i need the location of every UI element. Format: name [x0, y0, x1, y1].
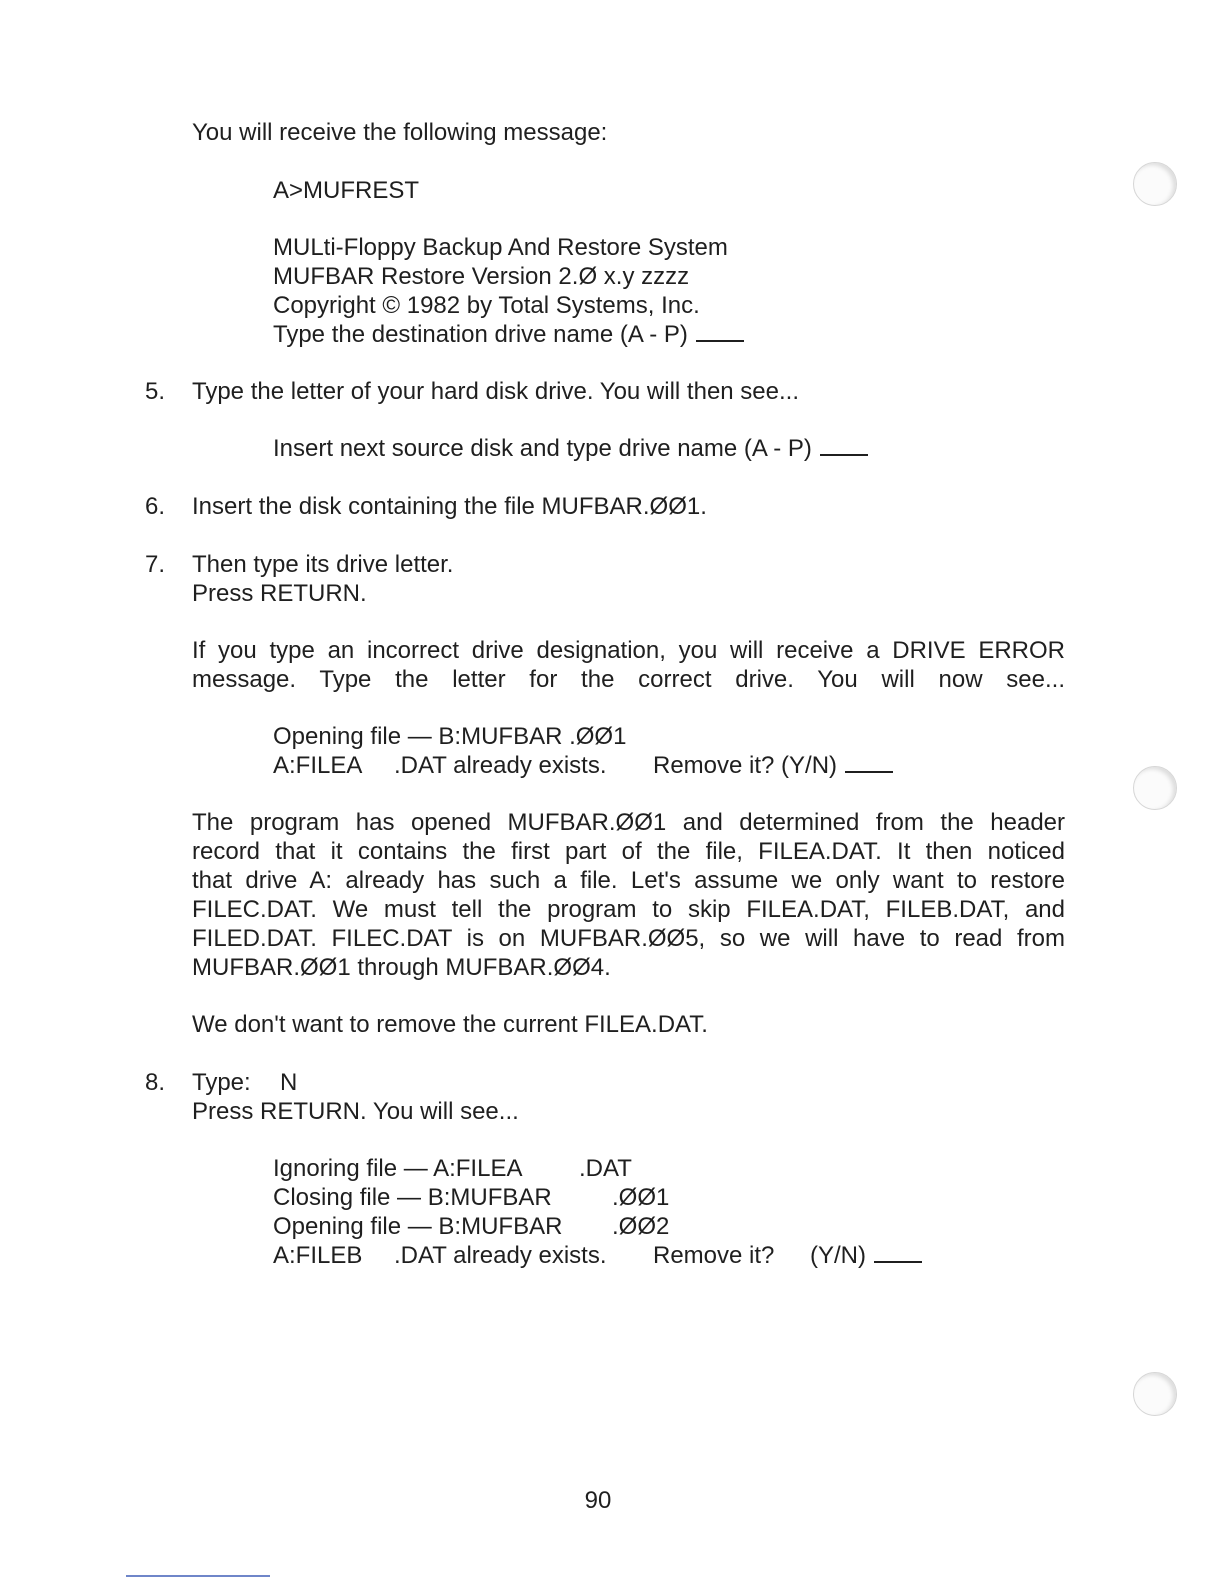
screen-prompt-text: Remove it? (Y/N): [653, 752, 838, 779]
step-text: [192, 550, 453, 608]
input-blank: [696, 320, 744, 342]
step-line: Then type its drive letter.: [192, 551, 454, 578]
paragraph-line: MUFBAR.ØØ1 through MUFBAR.ØØ4.: [192, 954, 611, 981]
binder-hole-bottom: [1133, 1372, 1177, 1416]
screen-line: MULti-Floppy Backup And Restore System: [273, 234, 728, 261]
screen-prompt-line: [273, 320, 744, 349]
step-number: 8.: [145, 1069, 166, 1096]
step-line: Press RETURN.: [192, 580, 367, 607]
screen-line: [273, 1212, 922, 1241]
screen-text: Ignoring file — A:FILEA: [273, 1155, 523, 1182]
binder-hole-middle: [1133, 766, 1177, 810]
screen-prompt-line: [273, 751, 893, 780]
paragraph-line: message. Type the letter for the correct drive. You will now see...: [192, 666, 1065, 693]
step-line: Press RETURN. You will see...: [192, 1098, 519, 1125]
footer-rule: [126, 1575, 270, 1577]
step-text: [192, 1068, 519, 1126]
screen-line: Opening file — B:MUFBAR .ØØ1: [273, 723, 627, 750]
input-blank: [874, 1241, 922, 1263]
screen-text: .ØØ1: [612, 1184, 670, 1211]
step-text: Insert the disk containing the file MUFBAR.ØØ1.: [192, 493, 707, 520]
screen-prompt-line: [273, 1241, 922, 1270]
screen-text: .DAT already exists.: [394, 752, 607, 779]
screen-text: .DAT: [579, 1155, 632, 1182]
screen-output-block: [273, 233, 744, 349]
screen-line: Copyright © 1982 by Total Systems, Inc.: [273, 292, 700, 319]
input-blank: [845, 751, 893, 773]
paragraph-line: that drive A: already has such a file. Let's assume we only want to restore: [192, 867, 1065, 894]
followup-text: We don't want to remove the current FILEA.DAT.: [192, 1011, 708, 1038]
screen-line: [273, 1154, 922, 1183]
screen-output-block: [273, 1154, 922, 1270]
screen-text: .DAT already exists.: [394, 1242, 607, 1269]
paragraph-line: record that it contains the first part of the file, FILEA.DAT. It then noticed: [192, 838, 1065, 865]
intro-text: You will receive the following message:: [192, 119, 608, 146]
paragraph-line: FILED.DAT. FILEC.DAT is on MUFBAR.ØØ5, so we will have to read from: [192, 925, 1065, 952]
screen-prompt-text: Type the destination drive name (A - P): [273, 321, 688, 348]
screen-filename: A:FILEB: [273, 1242, 363, 1269]
screen-prompt-text: Insert next source disk and type drive name (A - P): [273, 435, 812, 462]
explanation-paragraph: [192, 808, 1065, 982]
step-number: 7.: [145, 551, 166, 578]
screen-prompt-text: Remove it?: [653, 1242, 775, 1269]
input-blank: [820, 434, 868, 456]
type-value: N: [280, 1069, 298, 1096]
step-text: Type the letter of your hard disk drive. You will then see...: [192, 378, 800, 405]
screen-command: A>MUFREST: [273, 177, 420, 204]
step-line: [192, 1068, 519, 1097]
paragraph-line: If you type an incorrect drive designation, you will receive a DRIVE ERROR: [192, 637, 1065, 664]
binder-hole-top: [1133, 162, 1177, 206]
screen-prompt-line: [273, 434, 868, 463]
paragraph-line: FILEC.DAT. We must tell the program to skip FILEA.DAT, FILEB.DAT, and: [192, 896, 1065, 923]
paragraph-line: The program has opened MUFBAR.ØØ1 and determined from the header: [192, 809, 1065, 836]
screen-text: Closing file — B:MUFBAR: [273, 1184, 552, 1211]
drive-error-note: [192, 636, 1065, 694]
screen-line: MUFBAR Restore Version 2.Ø x.y zzzz: [273, 263, 690, 290]
screen-output-block: [273, 722, 893, 780]
step-number: 6.: [145, 493, 166, 520]
type-label: Type:: [192, 1069, 251, 1096]
screen-line: [273, 1183, 922, 1212]
step-number: 5.: [145, 378, 166, 405]
screen-prompt-text: (Y/N): [810, 1242, 866, 1269]
screen-text: .ØØ2: [612, 1213, 670, 1240]
screen-filename: A:FILEA: [273, 752, 363, 779]
page-number: 90: [584, 1487, 612, 1514]
screen-text: Opening file — B:MUFBAR: [273, 1213, 563, 1240]
